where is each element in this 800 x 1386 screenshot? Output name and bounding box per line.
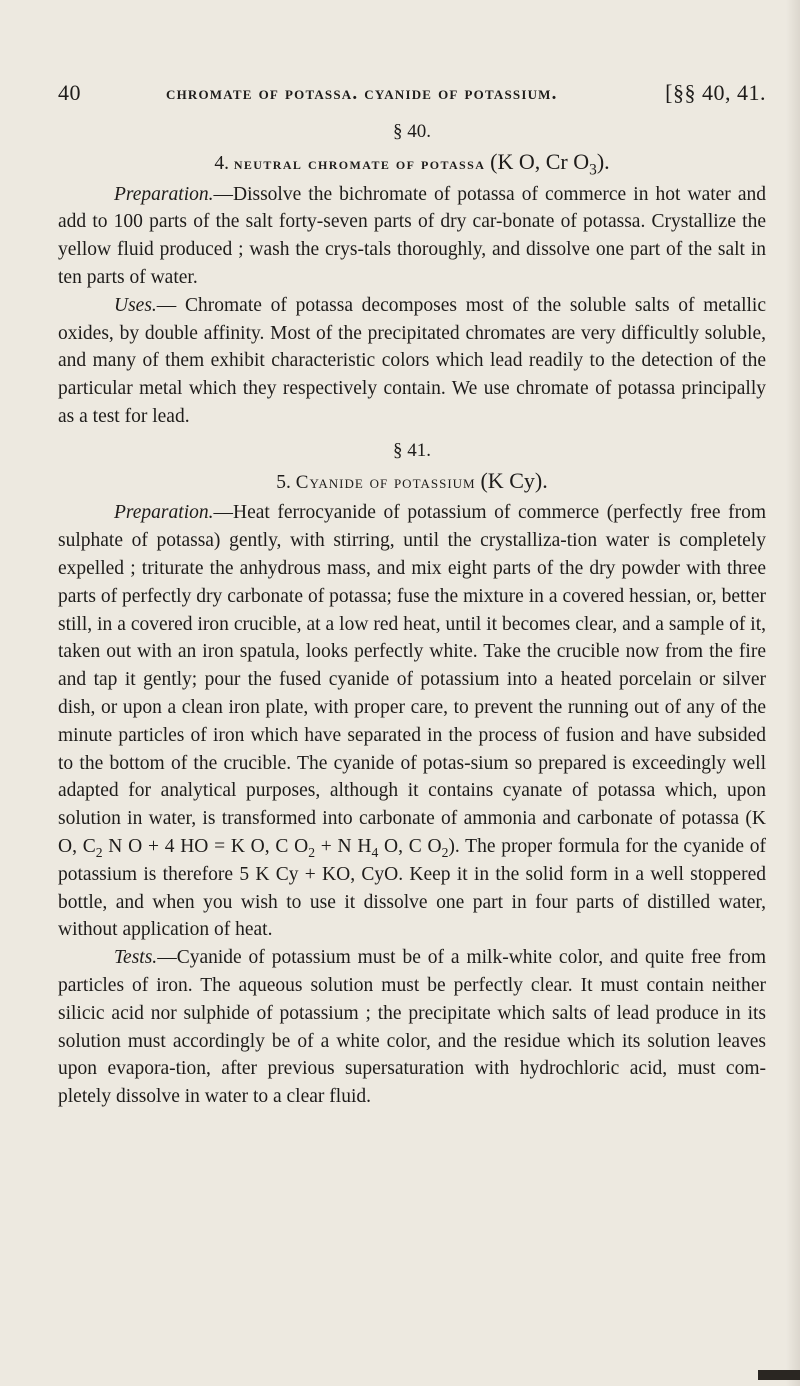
heading-number: 4. <box>214 152 229 174</box>
heading-title: Cyanide of potassium <box>295 471 476 493</box>
section-40-heading <box>58 148 766 178</box>
section-41-heading <box>58 467 766 497</box>
page-number: 40 <box>58 80 81 105</box>
chemical-equation: $C_2$ N O + 4 HO = K O, C $O_2 + N$ $H_4$ O, C $O_2$). <box>82 835 460 860</box>
heading-formula: (K O, Cr $O_3$). <box>490 148 610 179</box>
heading-formula: (K Cy). <box>480 467 548 493</box>
scan-edge-mark <box>758 1370 800 1380</box>
paragraph-preparation: Preparation.—Dissolve the bichromate of potassa of commerce in hot water and add to 100 parts of the salt forty-seven parts of dry car-bonate of potassa. Crystallize the yellow fluid produced ; wash the crys-tals thoroughly, and dissolve one part of the salt in ten parts of water. <box>58 183 766 288</box>
section-reference: [§§ 40, 41. <box>665 80 766 105</box>
page-body <box>58 118 766 1111</box>
page-edge-shadow <box>786 0 800 1386</box>
paragraph-preparation: Preparation.—Heat ferrocyanide of potassium of commerce (perfectly free from sulphate of potassa) gently, with stirring, until the crystalliza-tion water is completely expelled ; triturate the anhydrous mass, and mix eight parts of the dry powder with three parts of perfectly dry carbonate of potassa; fuse the mixture in a covered hessian, or, better still, in a covered iron crucible, at a low red heat, until it becomes clear, and a sample of it, taken out with an iron spatula, looks perfectly white. Take the crucible now from the fire and tap it gently; pour the fused cyanide of potassium into a heated porcelain or silver dish, or upon a clean iron plate, with proper care, to prevent the running out of any of the minute particles of iron which have separated in the process of fusion and have subsided to the bottom of the crucible. The cyanide of potas-sium so prepared is exceedingly well adapted for analytical purposes, although it contains cyanate of potassa which, upon solution in water, is transformed into carbonate of ammonia and carbonate of potassa (K O, $C_2$ N O + 4 HO = K O, C $O_2 + N$ $H_4$ O, C $O_2$). The proper formula for the cyanide of potassium is therefore 5 K Cy + KO, CyO. Keep it in the solid form in a well stoppered bottle, and when you wish to use it dissolve one part in four parts of distilled water, without application of heat. <box>58 502 767 941</box>
running-title: chromate of potassa. cyanide of potassium. <box>166 83 558 104</box>
paragraph-uses: Uses.— Chromate of potassa decomposes most of the soluble salts of metallic oxides, by double affinity. Most of the precipitated chromates are very difficultly soluble, and many of them exhibit characteristic colors which lead readily to the detection of the particular metal which they respectively contain. We use chromate of potassa principally as a test for lead. <box>58 294 766 427</box>
heading-title: neutral chromate of potassa <box>233 153 486 173</box>
paragraph-tests: Tests.—Cyanide of potassium must be of a milk-white color, and quite free from particles of iron. The aqueous solution must be perfectly clear. It must contain neither silicic acid nor sulphide of potassium ; the precipitate which salts of lead produce in its solution must accordingly be of a white color, and the residue which its solution leaves upon evapora-tion, after previous supersaturation with hydrochloric acid, must com-pletely dissolve in water to a clear fluid. <box>58 947 766 1108</box>
running-header <box>58 78 766 110</box>
heading-number: 5. <box>276 471 291 493</box>
section-41-marker: § 41. <box>393 439 431 461</box>
section-40-marker: § 40. <box>393 121 431 142</box>
